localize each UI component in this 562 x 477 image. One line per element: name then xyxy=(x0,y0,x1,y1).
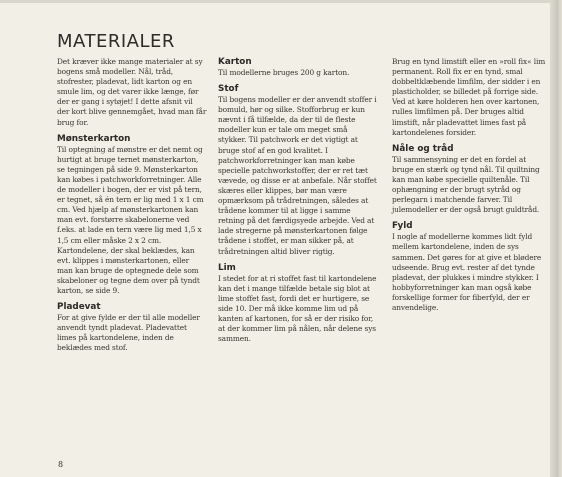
section-heading: Pladevat xyxy=(57,302,101,313)
section-text: Til optegning af mønstre er det nemt og hurtigt at bruge ternet mønsterkarton, se tegningen på side 9. Mønsterkarton kan købes i patchworkforretninger. Alle de modeller i bogen, der er vist på tern, er tegnet, så én tern er lig med 1 x 1 cm cm. Ved hjælp af mønsterkartonen kan man evt. forstørre skabelonerne ved f.eks. at lade en tern være lig med 1,5 x 1,5 cm eller måske 2 x 2 cm. Kartondelene, der skal beklædes, kan evt. klippes i mønsterkartonen, eller man kan bruge de optegnede dele som skabeloner og tegne dem over på tyndt karton, se side 9. xyxy=(57,144,204,295)
intro-text: Det kræver ikke mange materialer at sy bogens små modeller. Nål, tråd, stofrester, pladevat, lidt karton og en smule lim, og det varer ikke længe, før der er gang i sytøjet! I dette afsnit vil der kort blive gennemgået, hvad man får brug for. xyxy=(57,57,207,127)
book-spine-shadow xyxy=(550,0,562,477)
section-heading: Nåle og tråd xyxy=(392,143,454,154)
section-text: Til bogens modeller er der anvendt stoffer i bomuld, hør og silke. Stofforbrug er kun nævnt i få tilfælde, da der til de fleste modeller kun er tale om meget små stykker. Til patchwork er det vigtigt at bruge stof af en god kvalitet. I patchworkforretninger kan man købe specielle patchworkstoffer, der er ret tæt vævede, og disse er at anbefale. Når stoffet skæres eller klippes, bør man være opmærksom på trådretningen, således at trådene kommer til at ligge i samme retning på det færdigsyede arbejde. Ved at lade stregerne på mønsterkartonen følge trådene i stoffet, er man sikker på, at trådretningen altid bliver rigtig. xyxy=(218,95,377,256)
column-2 xyxy=(218,57,378,350)
section-text: I nogle af modellerne kommes lidt fyld mellem kartondelene, inden de sys sammen. Det gøres for at give et blødere udseende. Brug evt. rester af det tynde pladevat, der plukkes i mindre stykker. I hobbyforretninger kan man også købe forskellige former for fiberfyld, der er anvendelige. xyxy=(392,232,542,312)
section-text: For at give fylde er der til alle modeller anvendt tyndt pladevat. Pladevattet limes på kartondelene, inden de beklædes med stof. xyxy=(57,313,200,353)
column-1 xyxy=(57,57,207,359)
section-heading: Stof xyxy=(218,84,239,95)
section-text: Til modellerne bruges 200 g karton. xyxy=(218,68,350,77)
section-fyld xyxy=(392,221,548,313)
section-lim xyxy=(218,263,378,345)
section-karton xyxy=(218,57,378,78)
lim-continued xyxy=(392,57,548,138)
section-heading: Mønsterkarton xyxy=(57,133,131,144)
column-3 xyxy=(392,57,548,319)
intro-paragraph xyxy=(57,57,207,128)
section-stof xyxy=(218,84,378,257)
section-naale-og-traad xyxy=(392,144,548,216)
section-text: I stedet for at ri stoffet fast til kartondelene kan det i mange tilfælde betale sig blot at lime stoffet fast, fordi det er hurtigere, se side 10. Der må ikke komme lim ud på kanten af kartonen, for så er der risiko for, at der kommer lim på nålen, når delene sys sammen. xyxy=(218,273,377,344)
section-text: Brug en tynd limstift eller en »roll fix« lim permanent. Roll fix er en tynd, smal dobbeltklæbende limfilm, der sidder i en plasticholder, se billedet på forrige side. Ved at køre holderen hen over kartonen, rulles limfilmen på. Der bruges altid limstift, når pladevattet limes fast på kartondelenes forsider. xyxy=(392,57,546,137)
section-heading: Karton xyxy=(218,57,252,67)
page-title: MATERIALER xyxy=(57,31,175,52)
section-pladevat xyxy=(57,302,207,353)
section-moensterkarton xyxy=(57,134,207,296)
page-top-edge xyxy=(0,0,562,3)
section-heading: Fyld xyxy=(392,221,413,232)
section-heading: Lim xyxy=(218,262,236,273)
section-text: Til sammensyning er det en fordel at bruge en stærk og tynd nål. Til quiltning kan man købe specielle quiltenåle. Til ophængning er der brugt sytråd og perlegarn i matchende farver. Til julemodeller er der også brugt guldtråd. xyxy=(392,154,540,215)
page-number: 8 xyxy=(58,460,64,469)
